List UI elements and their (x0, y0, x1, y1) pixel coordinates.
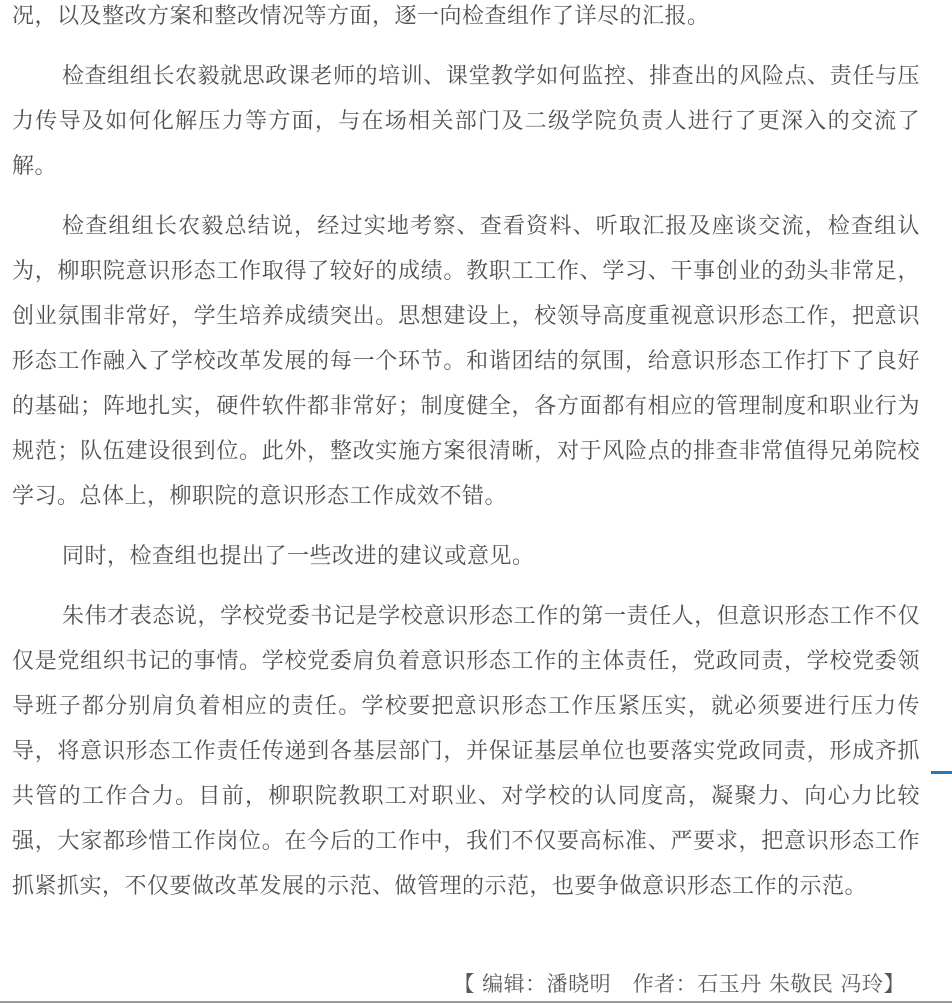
article-paragraph: 检查组组长农毅就思政课老师的培训、课堂教学如何监控、排查出的风险点、责任与压力传导及如何化解压力等方面，与在场相关部门及二级学院负责人进行了更深入的交流了解。 (12, 64, 920, 179)
article-paragraph: 同时，检查组也提出了一些改进的建议或意见。 (62, 544, 535, 569)
editor-author-credits: 【 编辑：潘晓明 作者：石玉丹 朱敬民 冯玲】 (453, 972, 905, 996)
article-paragraph: 朱伟才表态说，学校党委书记是学校意识形态工作的第一责任人，但意识形态工作不仅仅是党组织书记的事情。学校党委肩负着意识形态工作的主体责任，党政同责，学校党委领导班子都分别肩负着相应的责任。学校要把意识形态工作压紧压实，就必须要进行压力传导，将意识形态工作责任传递到各基层部门，并保证基层单位也要落实党政同责，形成齐抓共管的工作合力。目前，柳职院教职工对职业、对学校的认同度高，凝聚力、向心力比较强，大家都珍惜工作岗位。在今后的工作中，我们不仅要高标准、严要求，把意识形态工作抓紧抓实，不仅要做改革发展的示范、做管理的示范，也要争做意识形态工作的示范。 (12, 604, 920, 899)
article-paragraph: 检查组组长农毅总结说，经过实地考察、查看资料、听取汇报及座谈交流，检查组认为，柳职院意识形态工作取得了较好的成绩。教职工工作、学习、干事创业的劲头非常足，创业氛围非常好，学生培养成绩突出。思想建设上，校领导高度重视意识形态工作，把意识形态工作融入了学校改革发展的每一个环节。和谐团结的氛围，给意识形态工作打下了良好的基础；阵地扎实，硬件软件都非常好；制度健全，各方面都有相应的管理制度和职业行为规范；队伍建设很到位。此外，整改实施方案很清晰，对于风险点的排查非常值得兄弟院校学习。总体上，柳职院的意识形态工作成效不错。 (12, 214, 920, 509)
blue-accent-dash (931, 771, 952, 774)
article-paragraph: 况，以及整改方案和整改情况等方面，逐一向检查组作了详尽的汇报。 (12, 4, 710, 29)
